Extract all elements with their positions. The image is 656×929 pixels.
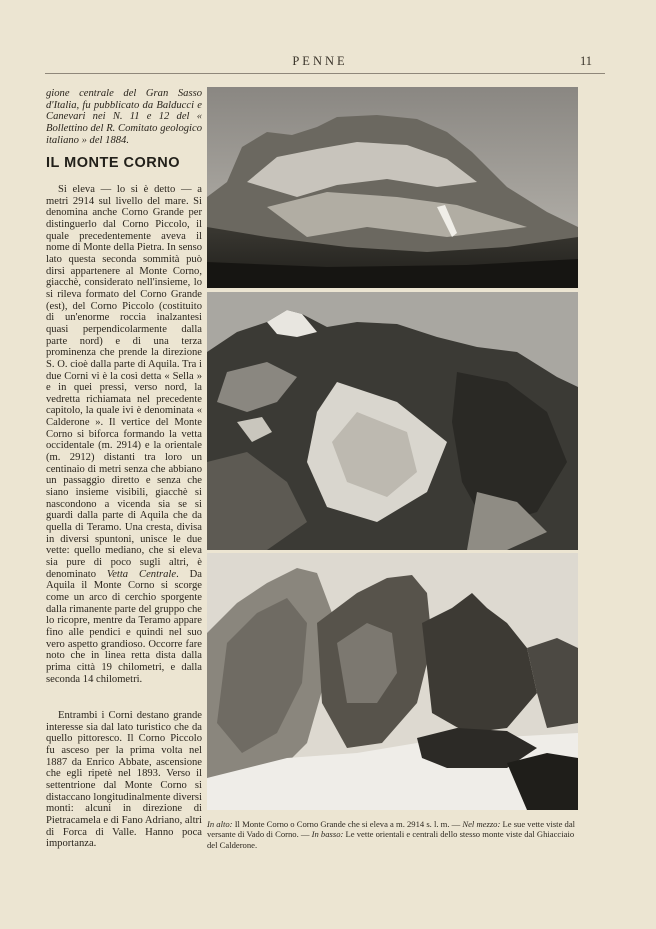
photo-3-drawing xyxy=(207,553,578,810)
photo-calderone-glacier xyxy=(207,553,578,810)
intro-text: gione centrale del Gran Sasso d'Italia, fu pubblicato da Balducci e Canevari nei N. 11 e 12 del « Bollettino del R. Comitato geologico italiano » del 1884. xyxy=(46,88,202,146)
paragraph-1 xyxy=(46,184,202,685)
caption-text-mid: Le sue vette viste dal versante di Vado di Corno. — xyxy=(207,819,576,840)
body-paragraph-2 xyxy=(46,710,202,850)
caption-label-top: In alto: xyxy=(207,819,233,829)
photo-1-drawing xyxy=(207,87,578,288)
caption-text-bot: Le vette orientali e centrali dello stesso monte viste dal Ghiacciaio del Calderone. xyxy=(207,829,575,850)
section-heading: IL MONTE CORNO xyxy=(46,155,181,171)
photo-2-drawing xyxy=(207,292,578,550)
paragraph-1-part-b: . Da Aquila il Monte Corno si scorge come un arco di cerchio sporgente dalla rimanente parte del gruppo che lo ricopre, mentre da Teramo appare fino alle pendici e quindi nel suo vero aspetto grandioso. Occorre fare noto che in linea retta dista dalla prima città 19 chilometri, e dalla seconda 14 chilometri. xyxy=(46,568,202,685)
photo-caption xyxy=(207,819,578,850)
photo-vado-di-corno xyxy=(207,292,578,550)
caption-label-mid: Nel mezzo: xyxy=(462,819,501,829)
intro-paragraph xyxy=(46,88,202,146)
caption-label-bot: In basso: xyxy=(311,829,344,840)
paragraph-2: Entrambi i Corni destano grande interesse sia dal lato turistico che da quello pittoresco. Il Corno Piccolo fu asceso per la prima volta nel 1887 da Enrico Abbate, ascensione che egli ripetè nel 1893. Verso il settentrione dal Monte Corno si distaccano longitudinalmente diversi monti: alcuni in direzione di Pietracamela e di Fano Adriano, altri di Forca di Valle. Hanno poca importanza. xyxy=(46,710,202,850)
page-number: 11 xyxy=(579,54,592,68)
paragraph-1-part-a: Si eleva — lo si è detto — a metri 2914 sul livello del mare. Si denomina anche Corno Grande per distinguerlo dal Corno Piccolo, il quale precedentemente aveva il nome di Monte della Pietra. In senso lato questa seconda sommità può dirsi appartenere al Monte Corno, giacchè, considerato nell'insieme, lo si rileva formato del Corno Grande (est), del Corno Piccolo (costituito di un'enorme roccia inalzantesi quasi perpendicolarmente dalla parte nord) e di una terza prominenza che prende la direzione S. O. cioè dalla parte di Aquila. Tra i due Corni vi è la così detta « Sella » e in quei pressi, verso nord, la vedretta richiamata nel precedente capitolo, la quale ivi è denominata « Calderone ». Il vertice del Monte Corno si biforca formando la vetta occidentale (m. 2914) e la orientale (m. 2912) distanti tra loro un centinaio di metri senza che abbiano un passaggio diretto e senza che siano insieme visibili, giacchè si nascondono a vicenda sia se si guardi dalla parte di Aquila che da quella di Teramo. Una cresta, divisa in diversi spuntoni, unisce le due vette: quello mediano, che si eleva sia pure di poco sugli altri, è denominato xyxy=(46,184,202,580)
photo-monte-corno-distance xyxy=(207,87,578,288)
vetta-centrale-term: Vetta Centrale xyxy=(106,568,177,580)
running-header: PENNE xyxy=(292,54,348,68)
caption-text-top: Il Monte Corno o Corno Grande che si eleva a m. 2914 s. l. m. — xyxy=(232,819,463,829)
header-rule xyxy=(45,73,605,74)
body-paragraph-1 xyxy=(46,184,202,685)
